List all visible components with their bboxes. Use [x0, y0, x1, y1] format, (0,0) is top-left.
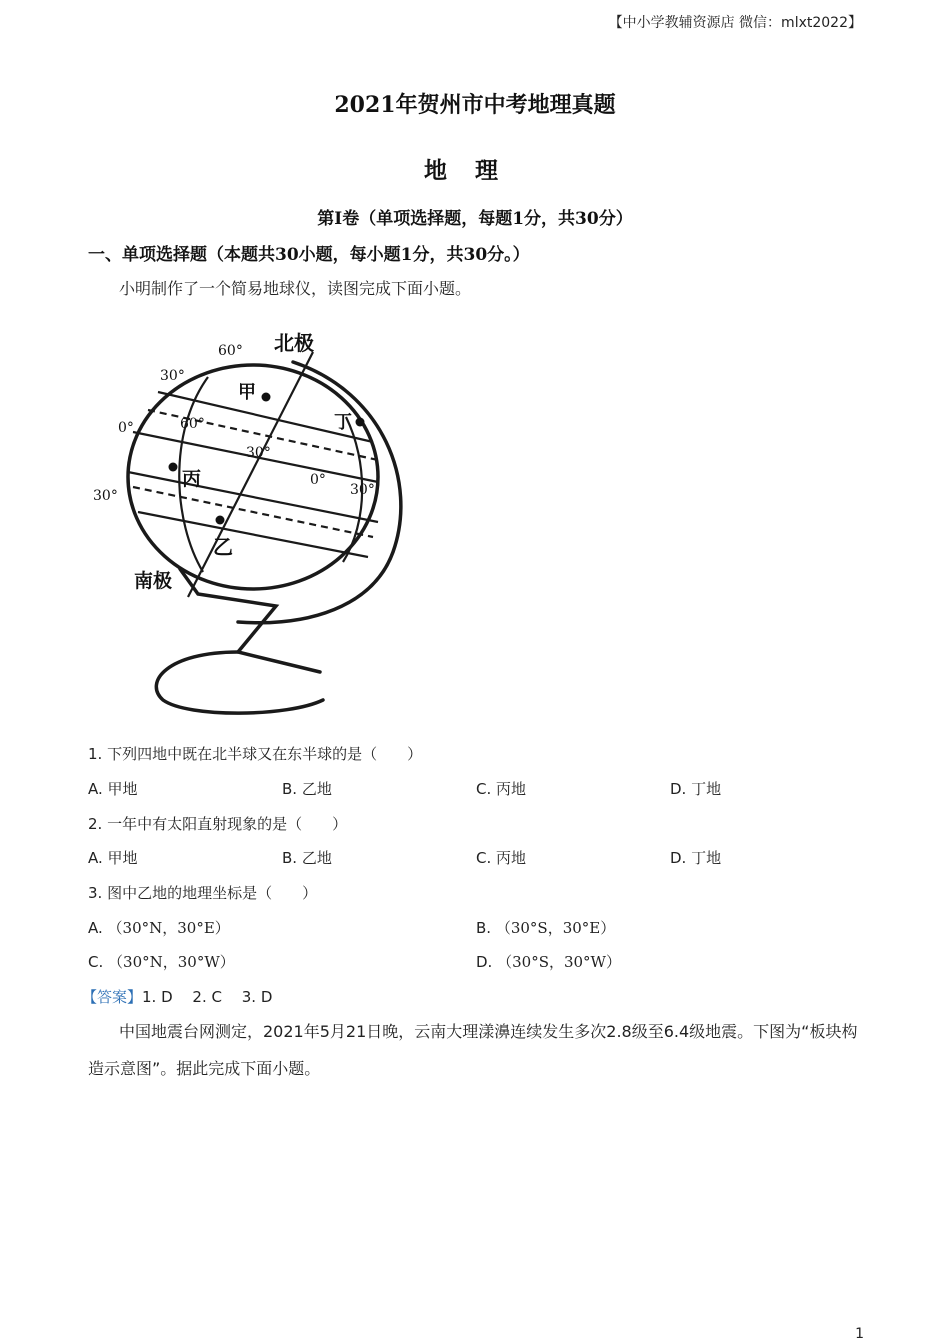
label-yi: 乙 — [213, 535, 233, 559]
volume-heading: 第Ⅰ卷（单项选择题，每题1分，共30分） — [317, 209, 633, 229]
question-number: 1. — [88, 745, 103, 763]
q2-option-c[interactable]: C. 丙地 — [476, 849, 527, 867]
label-bing: 丙 — [182, 468, 202, 490]
label-ding: 丁 — [334, 412, 352, 433]
section-heading: 一、单项选择题（本题共30小题，每小题1分，共30分。） — [88, 245, 530, 265]
globe-base — [156, 652, 323, 713]
question-text: 图中乙地的地理坐标是（ ） — [107, 884, 318, 902]
question-text: 下列四地中既在北半球又在东半球的是（ ） — [107, 745, 423, 763]
question-2 — [88, 813, 347, 834]
subject-heading: 地理 — [424, 157, 526, 184]
question-3 — [88, 882, 317, 903]
header-watermark: 【中小学教辅资源店 微信：mlxt2022】 — [608, 15, 862, 31]
answer-tag: 【答案】 — [82, 988, 143, 1006]
point-bing — [169, 463, 178, 472]
question-1 — [88, 743, 422, 764]
q2-option-a[interactable]: A. 甲地 — [88, 849, 138, 867]
q2-option-b[interactable]: B. 乙地 — [282, 849, 332, 867]
label-lat-60: 60° — [218, 343, 243, 359]
label-north-pole: 北极 — [274, 331, 314, 355]
point-yi — [216, 516, 225, 525]
point-ding — [356, 418, 365, 427]
q1-option-b[interactable]: B. 乙地 — [282, 780, 332, 798]
label-lon-0: 0° — [310, 472, 326, 488]
q1-option-c[interactable]: C. 丙地 — [476, 780, 527, 798]
q1-option-a[interactable]: A. 甲地 — [88, 780, 138, 798]
answer-line — [82, 986, 272, 1007]
q1-option-d[interactable]: D. 丁地 — [670, 780, 722, 798]
q3-option-a[interactable]: A. （30°N，30°E） — [88, 919, 230, 937]
q2-option-d[interactable]: D. 丁地 — [670, 849, 722, 867]
label-lon-60: 60° — [180, 416, 205, 432]
label-jia: 甲 — [238, 382, 256, 403]
question-text: 一年中有太阳直射现象的是（ ） — [107, 815, 348, 833]
label-lon-30: 30° — [246, 445, 271, 461]
answer-text: 1. D 2. C 3. D — [142, 988, 273, 1006]
globe-figure — [88, 322, 418, 717]
label-south-pole: 南极 — [134, 570, 173, 592]
point-jia — [262, 393, 271, 402]
label-lat-0: 0° — [118, 420, 134, 436]
label-lat-30-top: 30° — [160, 368, 185, 384]
question-number: 2. — [88, 815, 103, 833]
question-intro: 小明制作了一个简易地球仪，读图完成下面小题。 — [119, 279, 472, 298]
earthquake-paragraph: 中国地震台网测定，2021年5月21日晚，云南大理漾濞连续发生多次2.8级至6.4级地震。下图为“板块构造示意图”。据此完成下面小题。 — [88, 1022, 858, 1078]
q3-option-c[interactable]: C. （30°N，30°W） — [88, 953, 235, 971]
page-number: 1 — [855, 1326, 864, 1342]
label-lat-30-bottom: 30° — [93, 488, 118, 504]
q3-option-b[interactable]: B. （30°S，30°E） — [476, 919, 616, 937]
document-title: 2021年贺州市中考地理真题 — [334, 92, 616, 118]
question-number: 3. — [88, 884, 103, 902]
label-lon-30-right: 30° — [350, 482, 375, 498]
q3-option-d[interactable]: D. （30°S，30°W） — [476, 953, 621, 971]
